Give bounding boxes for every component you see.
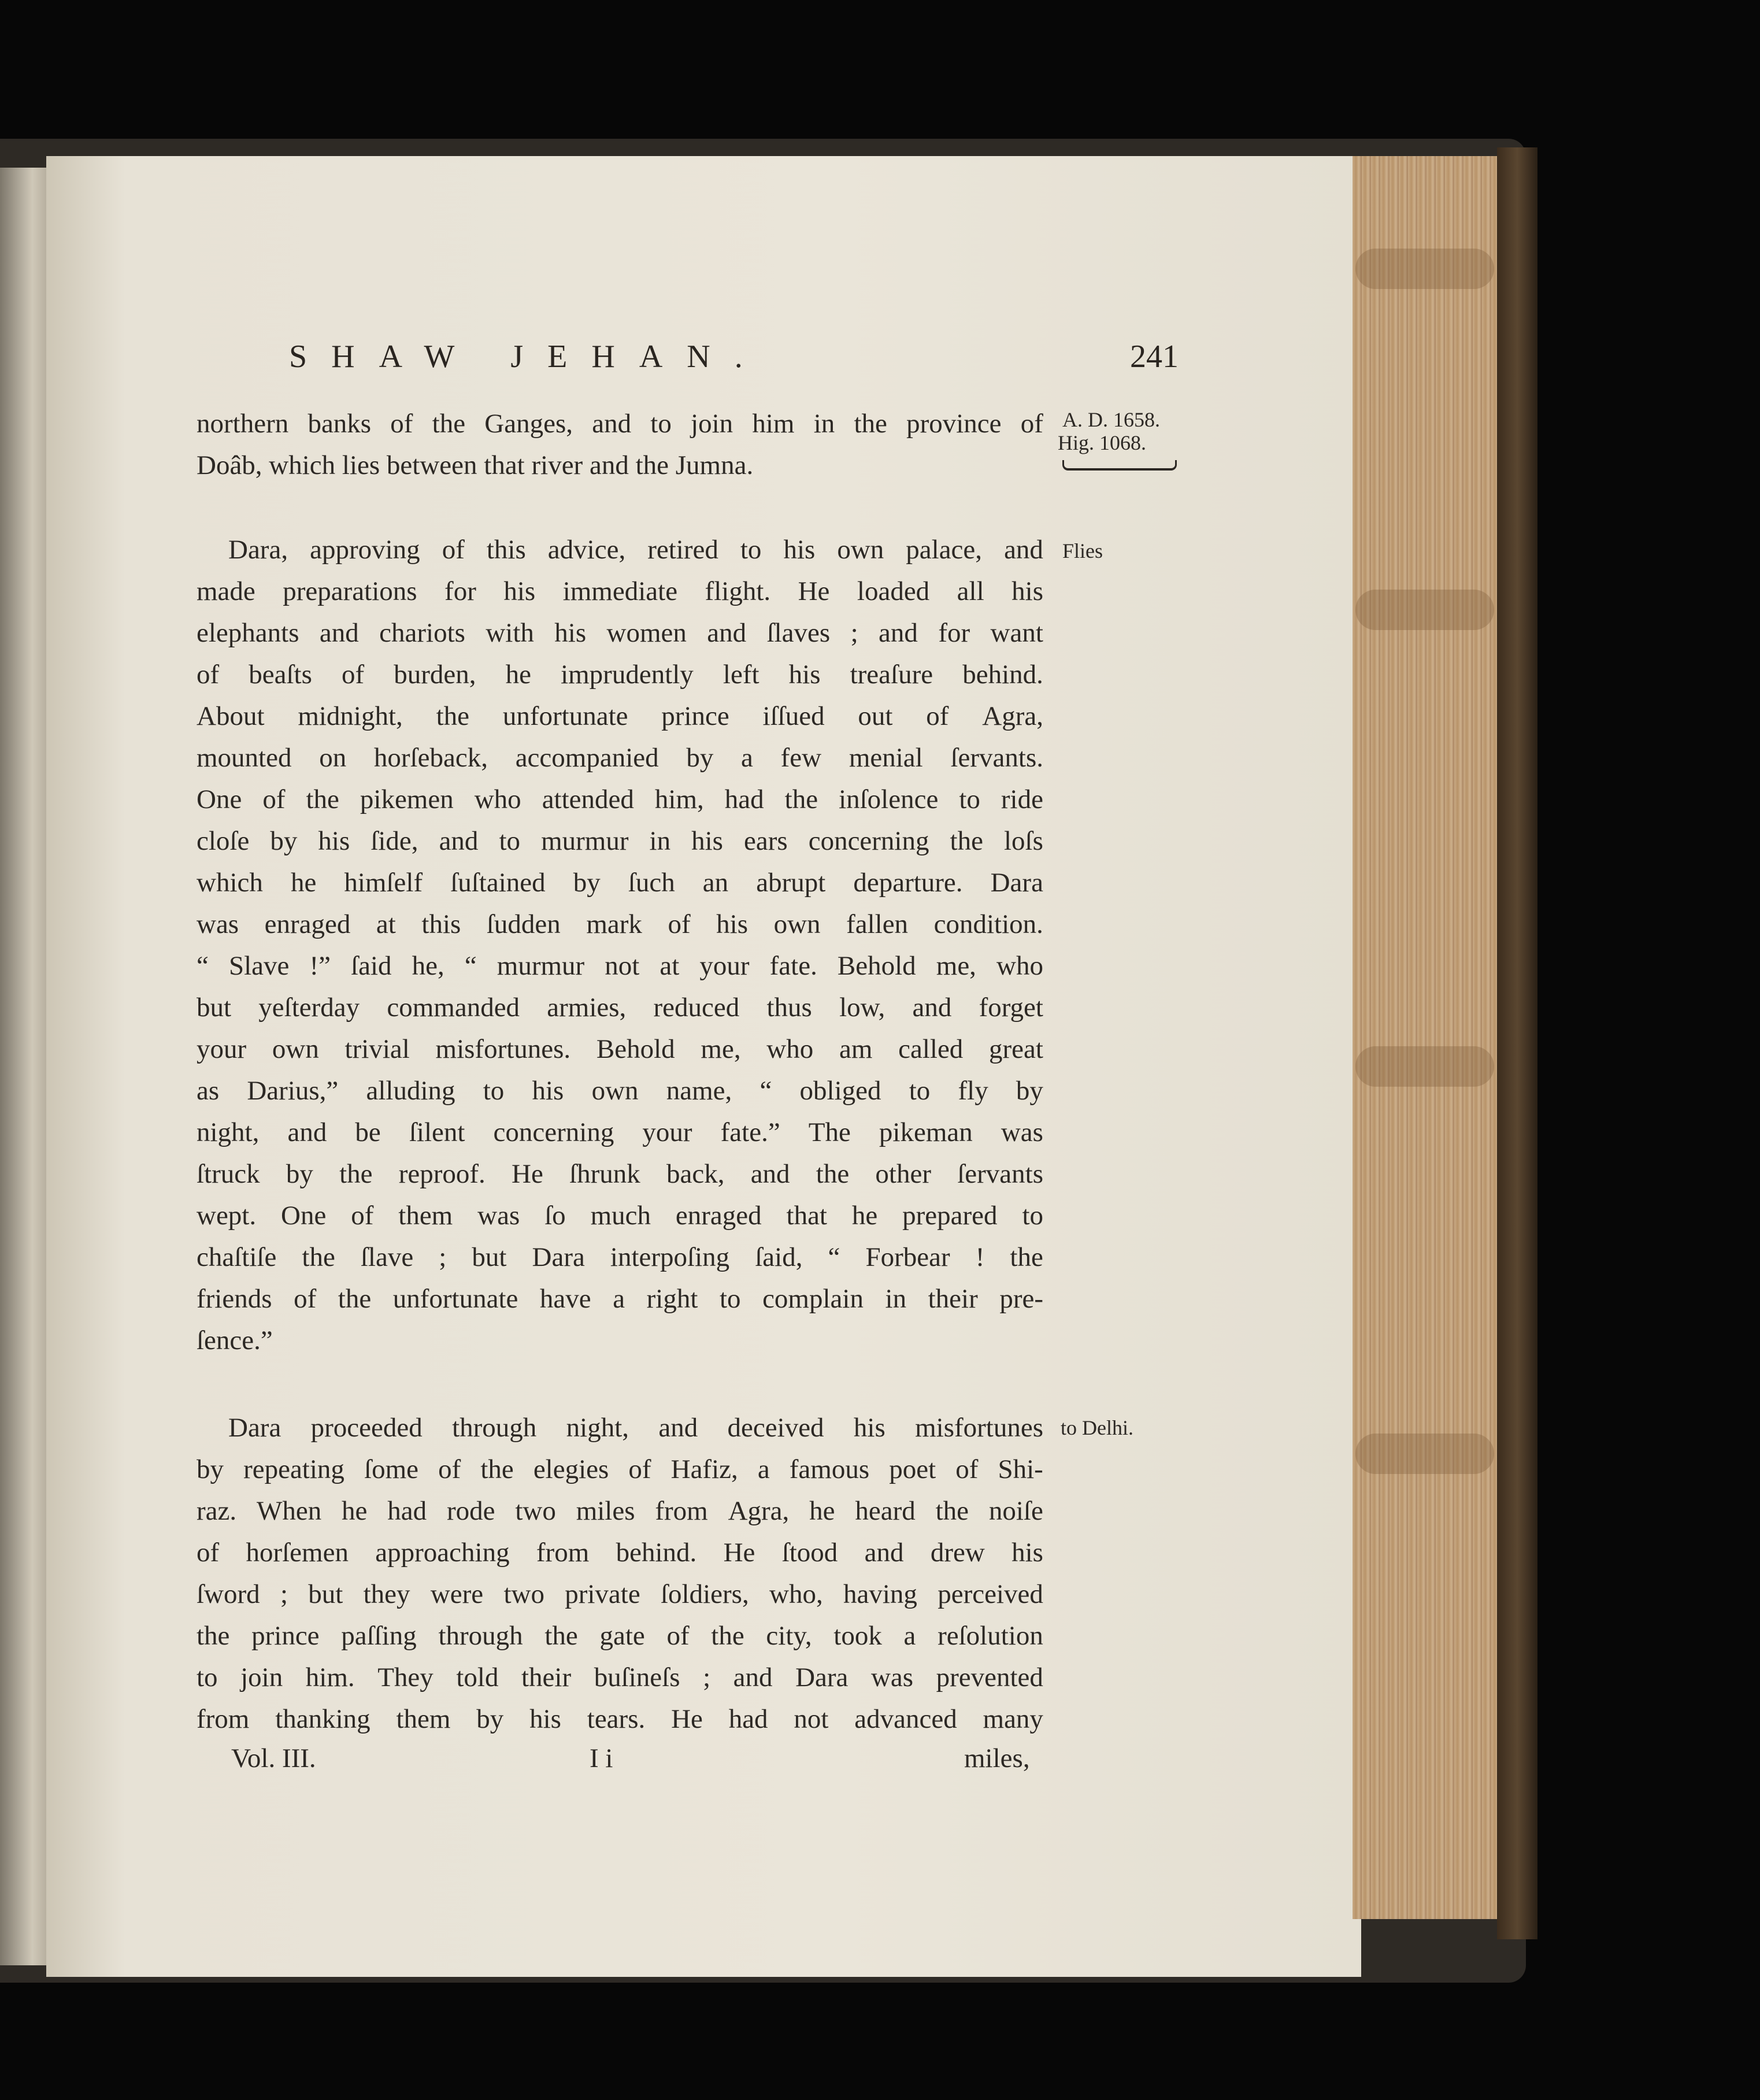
text-line: night, and be ſilent concerning your fate.” The pikeman was: [197, 1117, 1043, 1147]
text-line: by repeating ſome of the elegies of Hafiz, a famous poet of Shi-: [197, 1454, 1043, 1484]
paragraph-1: [197, 403, 1043, 486]
paragraph-3: [197, 1407, 1043, 1740]
text-line: which he himſelf ſuſtained by ſuch an abrupt departure. Dara: [197, 868, 1043, 898]
edge-stain: [1355, 1434, 1494, 1474]
text-line: the prince paſſing through the gate of the city, took a reſolution: [197, 1621, 1043, 1651]
margin-date-hig: Hig. 1068.: [1058, 431, 1146, 454]
edge-stain: [1355, 249, 1494, 289]
catchword: miles,: [964, 1743, 1030, 1773]
text-line: elephants and chariots with his women and ſlaves ; and for want: [197, 618, 1043, 648]
text-line: from thanking them by his tears. He had not advanced many: [197, 1704, 1043, 1734]
margin-date-ad: A. D. 1658.: [1062, 408, 1160, 431]
volume-label: Vol. III.: [231, 1743, 316, 1773]
text-line: ſtruck by the reproof. He ſhrunk back, and the other ſervants: [197, 1159, 1043, 1189]
text-line: to join him. They told their buſineſs ; and Dara was prevented: [197, 1662, 1043, 1692]
text-line: of horſemen approaching from behind. He ſtood and drew his: [197, 1538, 1043, 1568]
margin-note-flies: Flies: [1062, 539, 1103, 562]
text-line: “ Slave !” ſaid he, “ murmur not at your fate. Behold me, who: [197, 951, 1043, 981]
text-line: as Darius,” alluding to his own name, “ obliged to fly by: [197, 1076, 1043, 1106]
edge-stain: [1355, 590, 1494, 630]
text-line: Dara, approving of this advice, retired to his own palace, and: [228, 535, 1043, 565]
running-title: SHAW JEHAN.: [289, 339, 767, 375]
text-line: northern banks of the Ganges, and to join him in the province of: [197, 409, 1043, 439]
text-line: was enraged at this ſudden mark of his own fallen condition.: [197, 909, 1043, 939]
text-line: Dara proceeded through night, and deceived his misfortunes: [228, 1413, 1043, 1443]
page-edges: [1353, 156, 1497, 1919]
book-cover-edge: [1497, 147, 1537, 1939]
margin-brace: [1062, 460, 1177, 471]
text-line: About midnight, the unfortunate prince iſſued out of Agra,: [197, 701, 1043, 731]
page-number: 241: [1130, 339, 1179, 375]
text-line: raz. When he had rode two miles from Agra, he heard the noiſe: [197, 1496, 1043, 1526]
text-line: Doâb, which lies between that river and the Jumna.: [197, 450, 754, 480]
edge-stain: [1355, 1046, 1494, 1087]
text-line: chaſtiſe the ſlave ; but Dara interpoſing ſaid, “ Forbear ! the: [197, 1242, 1043, 1272]
text-line: your own trivial misfortunes. Behold me, who am called great: [197, 1034, 1043, 1064]
text-line: wept. One of them was ſo much enraged that he prepared to: [197, 1201, 1043, 1231]
text-line: made preparations for his immediate flight. He loaded all his: [197, 576, 1043, 606]
text-line: mounted on horſeback, accompanied by a few menial ſervants.: [197, 743, 1043, 773]
text-line: ſence.”: [197, 1325, 273, 1355]
margin-note-to-delhi: to Delhi.: [1061, 1416, 1133, 1439]
signature-mark: I i: [590, 1743, 613, 1773]
text-line: ſword ; but they were two private ſoldiers, who, having perceived: [197, 1579, 1043, 1609]
text-line: but yeſterday commanded armies, reduced thus low, and forget: [197, 992, 1043, 1023]
text-line: of beaſts of burden, he imprudently left his treaſure behind.: [197, 660, 1043, 690]
text-line: cloſe by his ſide, and to murmur in his ears concerning the loſs: [197, 826, 1043, 856]
text-line: friends of the unfortunate have a right to complain in their pre-: [197, 1284, 1043, 1314]
left-page-edge: [0, 168, 46, 1965]
paragraph-2: [197, 529, 1043, 1361]
text-line: One of the pikemen who attended him, had the inſolence to ride: [197, 784, 1043, 814]
